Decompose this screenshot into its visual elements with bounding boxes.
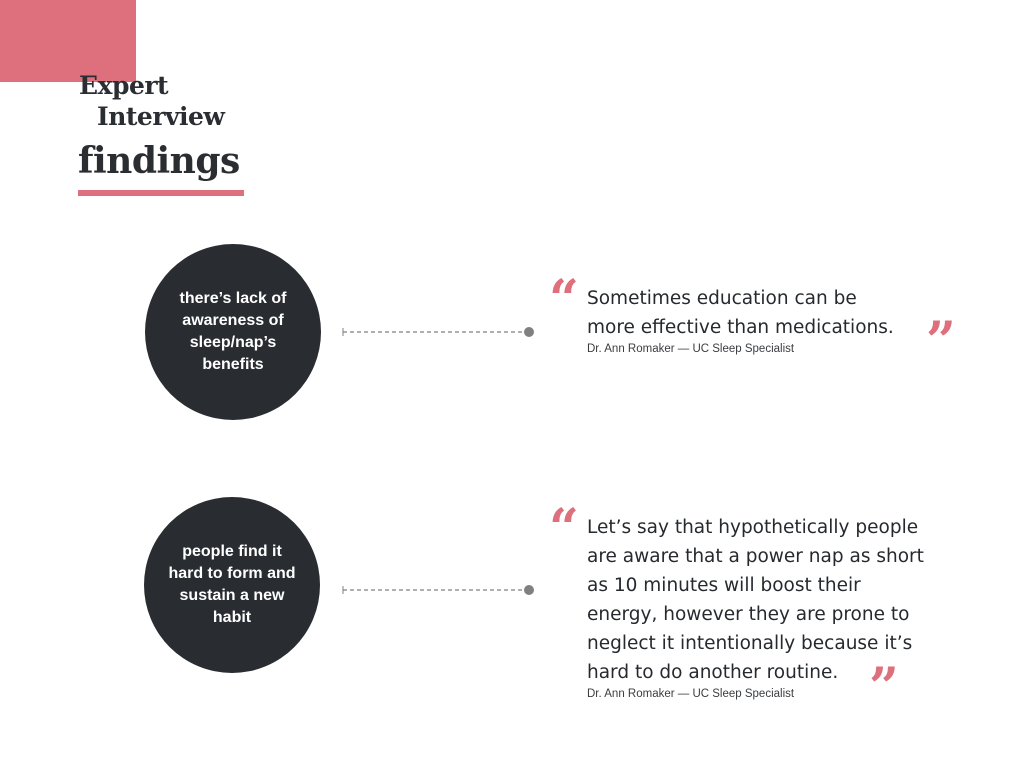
attribution-1: Dr. Ann Romaker — UC Sleep Specialist xyxy=(587,343,795,355)
quote-line: energy, however they are prone to xyxy=(587,604,910,625)
quote-line: more effective than medications. xyxy=(587,317,894,338)
title-underline xyxy=(78,190,244,196)
quote-text-1 xyxy=(587,284,894,342)
finding-circle-1 xyxy=(145,244,321,420)
title-expert: Expert xyxy=(79,71,169,100)
quote-line: as 10 minutes will boost their xyxy=(587,575,861,596)
finding-text-2: people find it hard to form and sustain a new habit xyxy=(168,543,296,626)
title-findings: findings xyxy=(78,140,240,182)
close-quote-mark-1: ” xyxy=(926,311,956,372)
connector-1 xyxy=(342,327,538,337)
quote-line: neglect it intentionally because it’s xyxy=(587,633,913,654)
open-quote-mark-1: “ xyxy=(549,269,579,330)
quote-line: hard to do another routine. xyxy=(587,662,839,683)
close-quote-mark-2: ” xyxy=(869,657,899,718)
open-quote-mark-2: “ xyxy=(549,498,579,559)
finding-text-1: there’s lack of awareness of sleep/nap’s benefits xyxy=(179,290,287,373)
connector-2 xyxy=(342,585,538,595)
title-interview: Interview xyxy=(97,102,225,131)
quote-line: Let’s say that hypothetically people xyxy=(587,517,919,538)
attribution-2: Dr. Ann Romaker — UC Sleep Specialist xyxy=(587,688,795,700)
accent-block xyxy=(0,0,136,82)
quote-line: are aware that a power nap as short xyxy=(587,546,924,567)
finding-circle-2 xyxy=(144,497,320,673)
quote-line: Sometimes education can be xyxy=(587,288,857,309)
